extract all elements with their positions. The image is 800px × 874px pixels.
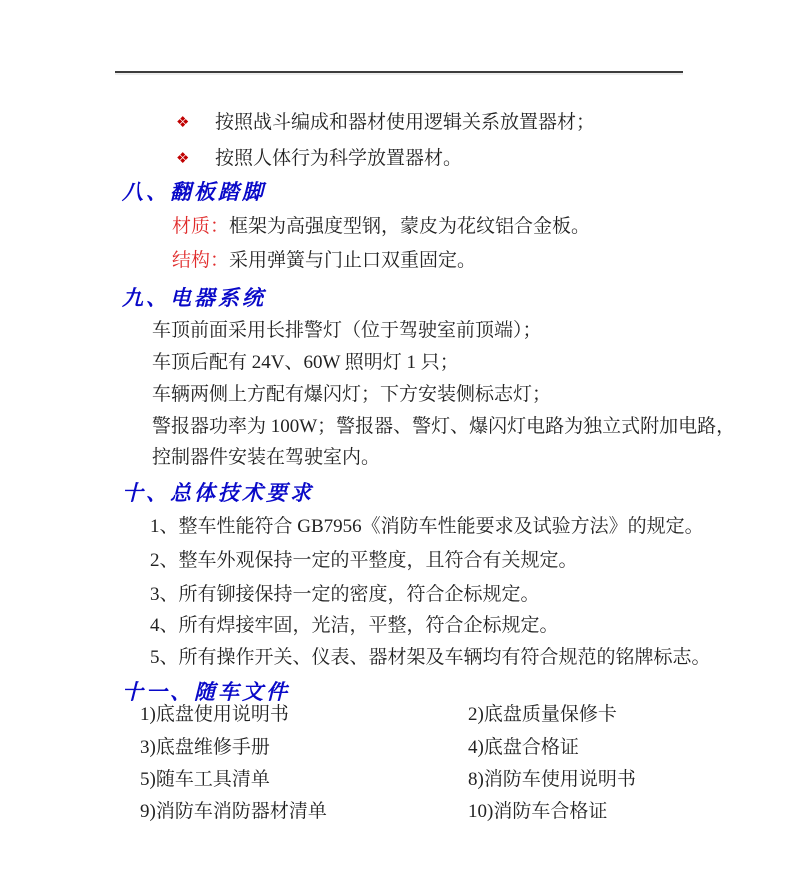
bullet-text: 按照人体行为科学放置器材。 bbox=[215, 148, 463, 169]
electric-line: 车顶前面采用长排警灯（位于驾驶室前顶端）； bbox=[152, 320, 542, 341]
document-item: 9)消防车消防器材清单 bbox=[140, 801, 327, 822]
document-item: 2)底盘质量保修卡 bbox=[468, 704, 617, 725]
document-item: 1)底盘使用说明书 bbox=[140, 704, 289, 725]
bullet-item bbox=[176, 110, 595, 135]
electric-line: 控制器件安装在驾驶室内。 bbox=[152, 447, 381, 468]
section-heading-flip-step: 八、翻板踏脚 bbox=[122, 180, 266, 204]
header-rule bbox=[115, 71, 683, 73]
structure-line bbox=[172, 249, 476, 273]
electric-line: 车辆两侧上方配有爆闪灯；下方安装侧标志灯； bbox=[152, 384, 552, 405]
section-heading-general-requirements: 十、总体技术要求 bbox=[122, 481, 314, 505]
section-heading-documents: 十一、随车文件 bbox=[122, 680, 290, 704]
requirement-item: 5、所有操作开关、仪表、器材架及车辆均有符合规范的铭牌标志。 bbox=[150, 647, 711, 668]
structure-text: 采用弹簧与门止口双重固定。 bbox=[229, 250, 477, 271]
electric-line: 警报器功率为 100W；警报器、警灯、爆闪灯电路为独立式附加电路， bbox=[152, 416, 736, 437]
diamond-bullet-icon: ❖ bbox=[176, 149, 190, 167]
material-line bbox=[172, 215, 590, 239]
material-text: 框架为高强度型钢，蒙皮为花纹铝合金板。 bbox=[229, 216, 591, 237]
document-item: 8)消防车使用说明书 bbox=[468, 769, 636, 790]
document-item: 3)底盘维修手册 bbox=[140, 737, 270, 758]
document-item: 10)消防车合格证 bbox=[468, 801, 608, 822]
requirement-item: 4、所有焊接牢固，光洁，平整，符合企标规定。 bbox=[150, 615, 559, 636]
requirement-item: 1、整车性能符合 GB7956《消防车性能要求及试验方法》的规定。 bbox=[150, 516, 704, 537]
bullet-item bbox=[176, 146, 462, 171]
requirement-item: 2、整车外观保持一定的平整度，且符合有关规定。 bbox=[150, 550, 578, 571]
diamond-bullet-icon: ❖ bbox=[176, 113, 190, 131]
structure-label: 结构： bbox=[172, 250, 230, 271]
document-item: 5)随车工具清单 bbox=[140, 769, 270, 790]
requirement-item: 3、所有铆接保持一定的密度，符合企标规定。 bbox=[150, 584, 540, 605]
document-item: 4)底盘合格证 bbox=[468, 737, 579, 758]
electric-line: 车顶后配有 24V、60W 照明灯 1 只； bbox=[152, 352, 459, 373]
bullet-text: 按照战斗编成和器材使用逻辑关系放置器材； bbox=[215, 112, 596, 133]
section-heading-electric: 九、电器系统 bbox=[122, 286, 266, 310]
material-label: 材质： bbox=[172, 216, 230, 237]
